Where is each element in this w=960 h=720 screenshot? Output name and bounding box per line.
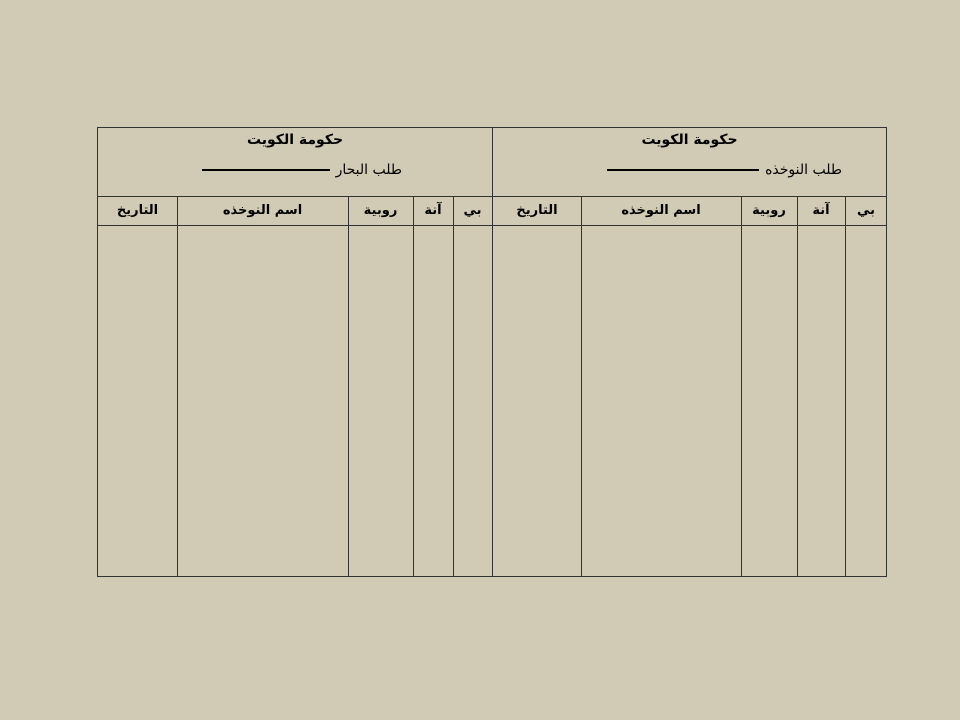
column-header-bi: بي <box>463 203 482 218</box>
column-header-bi: بي <box>856 203 876 218</box>
sailor-panel-header <box>98 128 492 197</box>
captain-panel-header <box>493 128 886 197</box>
column-header-anna: آنة <box>424 203 442 218</box>
captain-request-label: طلب النوخذه <box>765 162 842 178</box>
column-header-date: التاريخ <box>516 203 558 218</box>
column-divider <box>797 197 798 576</box>
column-divider <box>845 197 846 576</box>
sailor-col-rupee[interactable] <box>348 197 413 576</box>
sailor-request-line <box>202 162 402 178</box>
column-divider <box>348 197 349 576</box>
column-header-captain-name: اسم النوخذه <box>621 203 701 218</box>
captain-col-name[interactable] <box>581 197 741 576</box>
government-title: حكومة الكويت <box>246 132 344 148</box>
government-title: حكومة الكويت <box>641 132 738 148</box>
sailor-col-name[interactable] <box>177 197 348 576</box>
sailor-request-label: طلب البحار <box>335 162 402 178</box>
captain-request-panel <box>492 128 886 576</box>
column-header-date: التاريخ <box>116 203 159 218</box>
column-header-anna: آنة <box>812 203 830 218</box>
captain-col-bi[interactable] <box>845 197 887 576</box>
column-header-rupee: روبية <box>752 203 786 218</box>
sailor-request-panel <box>98 128 492 576</box>
sailor-col-bi[interactable] <box>453 197 492 576</box>
captain-fill-line[interactable] <box>607 169 759 171</box>
column-header-captain-name: اسم النوخذه <box>222 203 303 218</box>
column-divider <box>581 197 582 576</box>
column-divider <box>741 197 742 576</box>
sailor-col-date[interactable] <box>98 197 177 576</box>
captain-col-date[interactable] <box>493 197 581 576</box>
sailor-request-form <box>97 127 887 577</box>
captain-request-line <box>607 162 842 178</box>
column-divider <box>453 197 454 576</box>
column-divider <box>413 197 414 576</box>
captain-col-anna[interactable] <box>797 197 845 576</box>
column-divider <box>177 197 178 576</box>
sailor-fill-line[interactable] <box>202 169 330 171</box>
captain-col-rupee[interactable] <box>741 197 797 576</box>
sailor-col-anna[interactable] <box>413 197 453 576</box>
column-header-rupee: روبية <box>363 203 398 218</box>
